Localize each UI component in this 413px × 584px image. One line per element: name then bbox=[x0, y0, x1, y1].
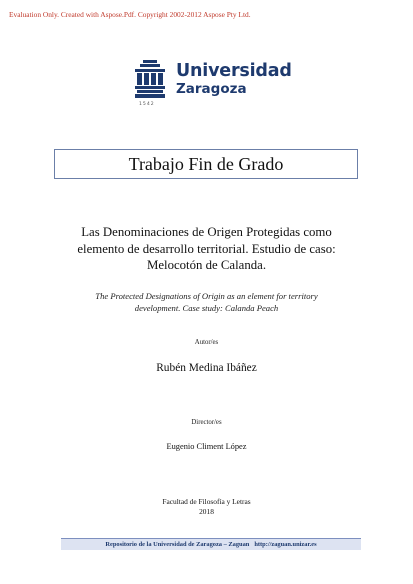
thesis-title-line: Melocotón de Calanda. bbox=[146, 258, 267, 272]
document-year: 2018 bbox=[199, 507, 214, 516]
repository-url[interactable]: http://zaguan.unizar.es bbox=[254, 541, 317, 548]
director-label: Director/es bbox=[191, 419, 222, 426]
university-logo bbox=[134, 60, 292, 110]
document-type-title bbox=[54, 149, 358, 179]
thesis-title-en-line: The Protected Designations of Origin as an element for territory bbox=[95, 291, 318, 301]
repository-name: Repositorio de la Universidad de Zaragoza – Zaguan bbox=[105, 541, 250, 548]
logo-year: 1542 bbox=[139, 102, 155, 107]
thesis-title-line: elemento de desarrollo territorial. Estudio de caso: bbox=[77, 241, 336, 256]
university-building-icon bbox=[134, 60, 166, 104]
repository-footer bbox=[61, 538, 361, 550]
author-label: Autor/es bbox=[194, 339, 219, 346]
thesis-title-english bbox=[50, 291, 363, 314]
thesis-title-line: Las Denominaciones de Origen Protegidas como bbox=[81, 225, 332, 239]
thesis-title-spanish bbox=[40, 224, 373, 274]
logo-name-line1: Universidad bbox=[176, 61, 292, 81]
logo-name-line2: Zaragoza bbox=[176, 81, 247, 97]
faculty-block bbox=[0, 497, 413, 517]
evaluation-watermark: Evaluation Only. Created with Aspose.Pdf. Copyright 2002-2012 Aspose Pty Ltd. bbox=[9, 10, 251, 19]
faculty-name: Facultad de Filosofía y Letras bbox=[162, 497, 251, 506]
thesis-title-en-line: development. Case study: Calanda Peach bbox=[134, 302, 279, 313]
author-name: Rubén Medina Ibáñez bbox=[156, 362, 257, 374]
director-name: Eugenio Climent López bbox=[166, 442, 247, 451]
document-type-title-text: Trabajo Fin de Grado bbox=[128, 153, 284, 174]
